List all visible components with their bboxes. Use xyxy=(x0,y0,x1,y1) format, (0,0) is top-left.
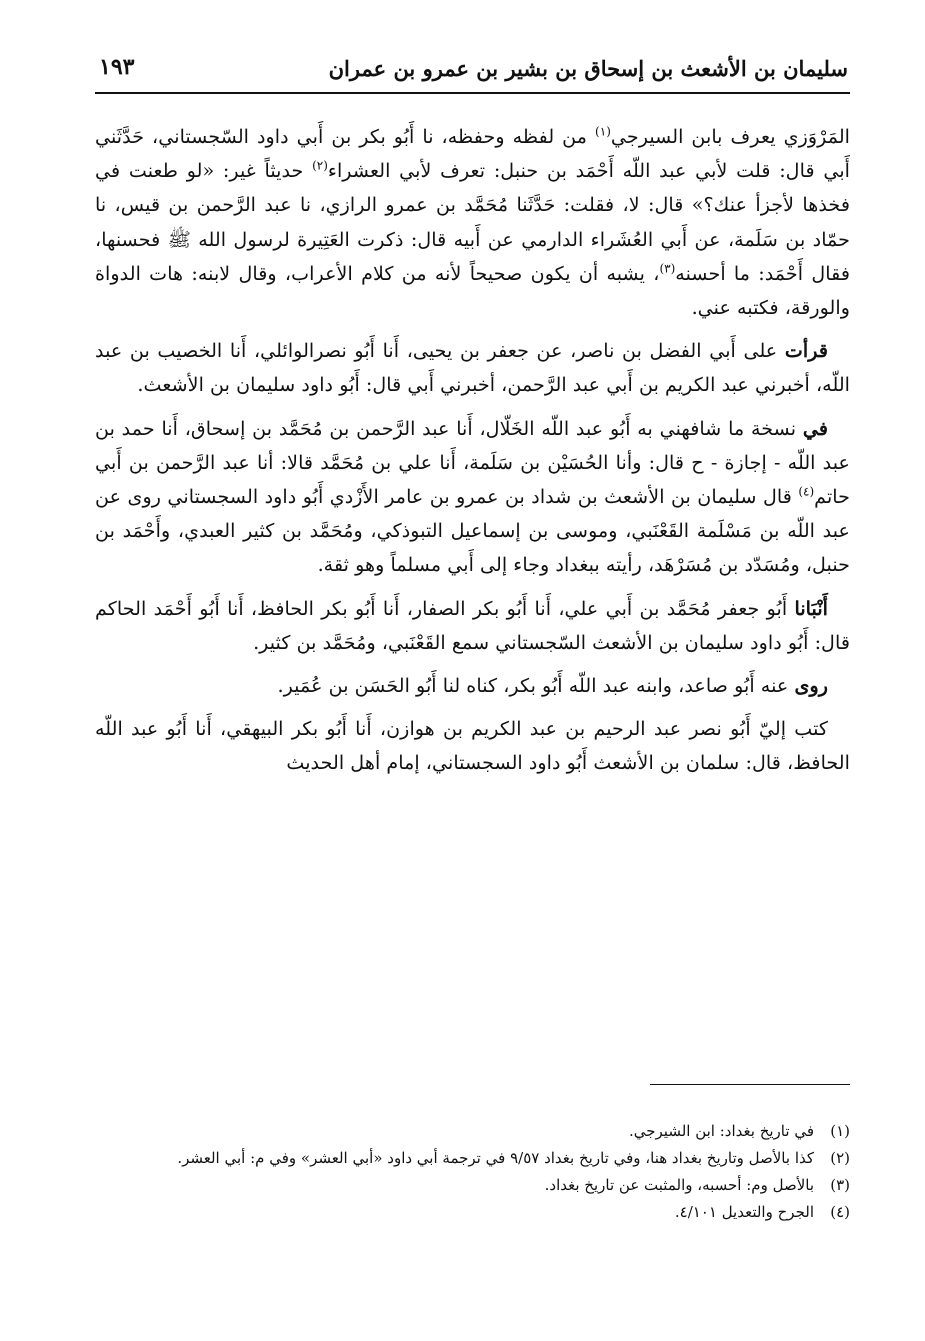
paragraph-lead-word: قرأت xyxy=(784,339,828,363)
paragraph xyxy=(95,712,850,780)
footnote xyxy=(95,1172,850,1199)
paragraph-text: قال سليمان بن الأشعث بن شداد بن عمرو بن عامر الأَزْدي أَبُو داود السجستاني روى عن عبد اللّه بن مَسْلَمة القَعْنَبي، وموسى بن إسماعيل التبوذكي، ومُحَمَّد بن كثير العبدي، وأَحْمَد بن حنبل، ومُسَدّد بن مُسَرْهَد، رأيته ببغداد وجاء إلى أَبي مسلماً وهو ثقة. xyxy=(95,485,850,577)
paragraph-text: من لفظه وحفظه، نا أَبُو بكر بن أَبي داود السّجستاني، حَدَّثَني أَبي قال: قلت لأبي عبد اللّه أَحْمَد بن حنبل: تعرف لأبي العشراء xyxy=(95,125,850,183)
footnotes xyxy=(95,1118,850,1226)
book-page xyxy=(95,52,850,1282)
footnote-text: بالأصل وم: أحسبه، والمثبت عن تاريخ بغداد. xyxy=(544,1176,814,1194)
paragraph-lead-word: روى xyxy=(794,674,828,698)
footnote-number: (١) xyxy=(830,1122,850,1140)
running-title: سليمان بن الأشعث بن إسحاق بن بشير بن عمرو بن عمران xyxy=(328,56,848,81)
paragraph-text: كتب إليّ أَبُو نصر عبد الرحيم بن عبد الكريم بن هوازن، أَنا أَبُو بكر البيهقي، أَنا أَبُو عبد اللّه الحافظ، قال: سلمان بن الأشعث أَبُو داود السجستاني، إمام أهل الحديث xyxy=(95,717,850,775)
footnote xyxy=(95,1145,850,1172)
footnote xyxy=(95,1118,850,1145)
footnote-separator xyxy=(650,1084,850,1085)
page-number: ١٩٣ xyxy=(99,54,135,80)
paragraph-text: المَرْوَزي يعرف بابن السيرجي xyxy=(610,125,850,148)
footnote-number: (٣) xyxy=(830,1176,850,1194)
paragraph-text: على أَبي الفضل بن ناصر، عن جعفر بن يحيى، أَنا أَبُو نصرالوائلي، أَنا الخصيب بن عبد اللّه، أخبرني عبد الكريم بن أَبي عبد الرَّحمن، أخبرني أَبي قال: أَبُو داود سليمان بن الأشعث. xyxy=(95,339,850,397)
paragraph-lead-word: أَنْبَانا xyxy=(794,596,828,620)
paragraph-text: عنه أَبُو صاعد، وابنه عبد اللّه أَبُو بكر، كناه لنا أَبُو الحَسَن بن عُمَير. xyxy=(277,674,795,698)
running-header xyxy=(95,52,850,94)
paragraph xyxy=(95,412,850,583)
footnote-number: (٤) xyxy=(830,1203,850,1221)
footnote xyxy=(95,1199,850,1226)
paragraph xyxy=(95,669,850,703)
footnote-ref: (٤) xyxy=(798,484,815,499)
footnote-number: (٢) xyxy=(830,1149,850,1167)
paragraph-lead-word: في xyxy=(802,416,828,440)
paragraph xyxy=(95,334,850,402)
paragraph-text: أَبُو جعفر مُحَمَّد بن أَبي علي، أَنا أَبُو بكر الصفار، أَنا أَبُو بكر الحافظ، أَنا أَبُو أَحْمَد الحاكم قال: أَبُو داود سليمان بن الأشعث السّجستاني سمع القَعْنَبي، ومُحَمَّد بن كثير. xyxy=(95,596,850,654)
paragraph xyxy=(95,592,850,660)
paragraph xyxy=(95,120,850,325)
footnote-text: كذا بالأصل وتاريخ بغداد هنا، وفي تاريخ بغداد ٩/٥٧ في ترجمة أبي داود «أبي العشر» وفي م: أبي العشر. xyxy=(177,1149,814,1167)
paragraph-text: حديثاً غير: «لو طعنت في فخذها لأجزأ عنك؟» قال: لا، فقلت: حَدَّثَنا مُحَمَّد بن عمرو الرازي، نا عبد الرَّحمن بن قيس، نا حمّاد بن سَلَمة، عن أَبي العُشَراء الدارمي عن أَبيه قال: ذكرت العَتِيرة لرسول الله ﷺ فحسنها، فقال أَحْمَد: ما أحسنه xyxy=(95,159,850,285)
paragraph-text: ، يشبه أن يكون صحيحاً لأنه من كلام الأعراب، وقال لابنه: هات الدواة والورقة، فكتبه عني. xyxy=(95,261,850,320)
footnote-ref: (٣) xyxy=(659,261,676,276)
footnote-text: الجرح والتعديل ٤/١٠١. xyxy=(674,1203,814,1221)
main-text xyxy=(95,120,850,790)
footnote-ref: (٢) xyxy=(312,158,328,173)
paragraph-text: نسخة ما شافهني به أَبُو عبد اللّه الخَلّال، أَنا عبد الرَّحمن بن مُحَمَّد بن إسحاق، أَنا حمد بن عبد اللّه - إجازة - ح قال: وأنا الحُسَيْن بن سَلَمة، أَنا علي بن مُحَمَّد قالا: أنا عبد الرَّحمن بن أَبي حاتم xyxy=(95,416,850,509)
footnote-text: في تاريخ بغداد: ابن الشيرجي. xyxy=(628,1122,814,1140)
footnote-ref: (١) xyxy=(595,124,611,139)
